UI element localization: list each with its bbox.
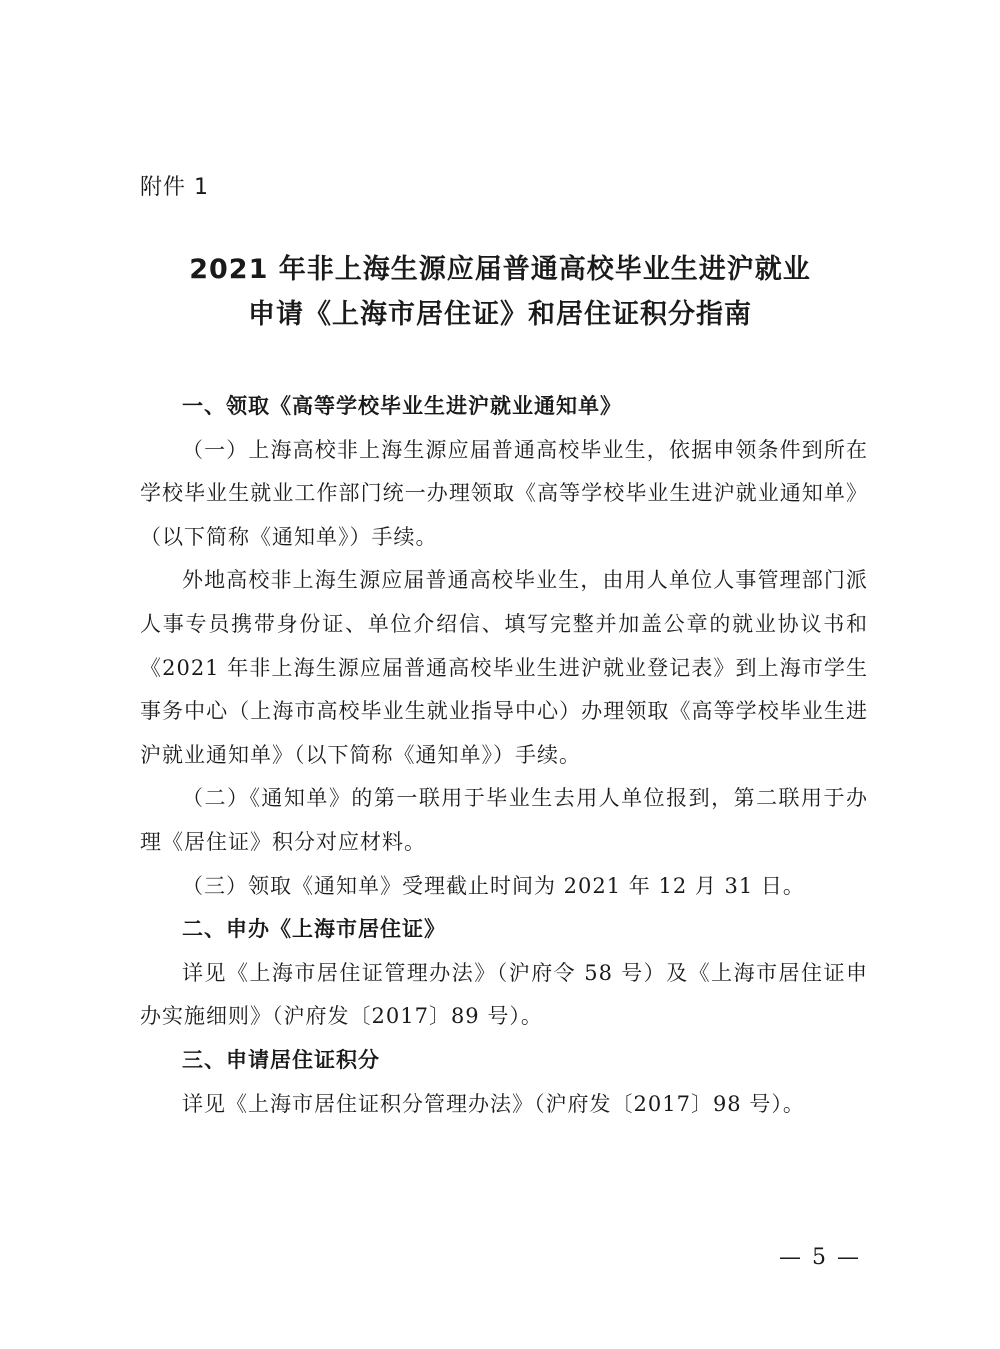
section-1-paragraph-3: （二）《通知单》的第一联用于毕业生去用人单位报到，第二联用于办理《居住证》积分对应材料。 <box>140 786 868 854</box>
section-3-paragraph-1: 详见《上海市居住证积分管理办法》（沪府发〔2017〕98 号）。 <box>182 1091 805 1116</box>
page-number: — 5 — <box>779 1245 861 1270</box>
document-title-line-1: 2021 年非上海生源应届普通高校毕业生进沪就业 <box>189 254 811 285</box>
section-heading-3: 三、申请居住证积分 <box>182 1047 380 1072</box>
section-1-paragraph-2: 外地高校非上海生源应届普通高校毕业生，由用人单位人事管理部门派人事专员携带身份证、单位介绍信、填写完整并加盖公章的就业协议书和《2021 年非上海生源应届普通高校毕业生进沪就业登记表》到上海市学生事务中心（上海市高校毕业生就业指导中心）办理领取《高等学校毕业生进沪就业通知单》（以下简称《通知单》）手续。 <box>140 568 868 767</box>
document-body <box>140 385 868 1126</box>
attachment-label: 附件 1 <box>140 175 209 200</box>
document-title-line-2: 申请《上海市居住证》和居住证积分指南 <box>248 299 752 330</box>
section-1-paragraph-4: （三）领取《通知单》受理截止时间为 2021 年 12 月 31 日。 <box>182 873 805 898</box>
section-heading-1: 一、领取《高等学校毕业生进沪就业通知单》 <box>182 394 622 418</box>
section-2-paragraph-1: 详见《上海市居住证管理办法》（沪府令 58 号）及《上海市居住证申办实施细则》（沪府发〔2017〕89 号）。 <box>140 960 868 1029</box>
section-heading-2: 二、申办《上海市居住证》 <box>182 917 446 942</box>
section-1-paragraph-1: （一）上海高校非上海生源应届普通高校毕业生，依据申领条件到所在学校毕业生就业工作部门统一办理领取《高等学校毕业生进沪就业通知单》（以下简称《通知单》）手续。 <box>140 437 868 549</box>
